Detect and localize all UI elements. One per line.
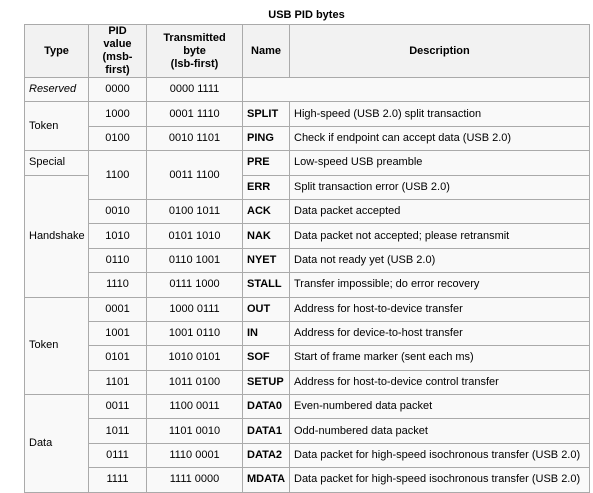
desc-cell: Address for host-to-device transfer: [290, 297, 590, 321]
desc-cell: Address for device-to-host transfer: [290, 321, 590, 345]
table-row: [25, 395, 590, 419]
empty-cell: [243, 78, 590, 102]
tx-cell: 1011 0100: [147, 370, 243, 394]
desc-cell: Odd-numbered data packet: [290, 419, 590, 443]
name-cell: NYET: [243, 248, 290, 272]
table-row: [25, 443, 590, 467]
pid-cell: 0100: [89, 126, 147, 150]
tx-cell: 1010 0101: [147, 346, 243, 370]
table-row: [25, 151, 590, 175]
name-cell: PRE: [243, 151, 290, 175]
desc-cell: Check if endpoint can accept data (USB 2.0): [290, 126, 590, 150]
name-cell: SPLIT: [243, 102, 290, 126]
pid-cell: 0011: [89, 395, 147, 419]
tx-cell: 1101 0010: [147, 419, 243, 443]
name-cell: PING: [243, 126, 290, 150]
table-row: [25, 346, 590, 370]
tx-cell: 0111 1000: [147, 273, 243, 297]
header-name: Name: [243, 25, 290, 78]
pid-cell: 1111: [89, 468, 147, 492]
desc-cell: Address for host-to-device control transfer: [290, 370, 590, 394]
desc-cell: Data packet for high-speed isochronous transfer (USB 2.0): [290, 468, 590, 492]
usb-pid-table-container: [24, 6, 589, 493]
tx-cell: 1000 0111: [147, 297, 243, 321]
type-cell-data: Data: [25, 395, 89, 493]
desc-cell: Transfer impossible; do error recovery: [290, 273, 590, 297]
tx-cell: 0010 1101: [147, 126, 243, 150]
type-cell-handshake: Handshake: [25, 175, 89, 297]
table-caption: USB PID bytes: [268, 9, 345, 21]
type-cell-reserved: Reserved: [25, 78, 89, 102]
pid-cell: 1011: [89, 419, 147, 443]
type-cell-special: Special: [25, 151, 89, 175]
name-cell: DATA0: [243, 395, 290, 419]
desc-cell: Data packet not accepted; please retransmit: [290, 224, 590, 248]
type-cell-token: Token: [25, 102, 89, 151]
header-description: Description: [290, 25, 590, 78]
pid-cell: 0111: [89, 443, 147, 467]
pid-cell: 0101: [89, 346, 147, 370]
desc-cell: Split transaction error (USB 2.0): [290, 175, 590, 199]
name-cell: STALL: [243, 273, 290, 297]
name-cell: SOF: [243, 346, 290, 370]
pid-cell: 1101: [89, 370, 147, 394]
tx-cell: 0101 1010: [147, 224, 243, 248]
table-row: [25, 321, 590, 345]
name-cell: ACK: [243, 199, 290, 223]
pid-cell: 0000: [89, 78, 147, 102]
desc-cell: Even-numbered data packet: [290, 395, 590, 419]
header-pid-line1: PID value: [103, 25, 132, 50]
header-pid-line2: (msb-first): [102, 51, 133, 76]
header-tx-line2: (lsb-first): [170, 57, 219, 70]
pid-cell: 1010: [89, 224, 147, 248]
header-transmitted-byte: [147, 25, 243, 78]
desc-cell: Low-speed USB preamble: [290, 151, 590, 175]
table-row: [25, 248, 590, 272]
pid-cell: 1001: [89, 321, 147, 345]
name-cell: DATA1: [243, 419, 290, 443]
desc-cell: Data packet accepted: [290, 199, 590, 223]
table-row: [25, 419, 590, 443]
name-cell: OUT: [243, 297, 290, 321]
tx-cell: 0001 1110: [147, 102, 243, 126]
pid-cell: 0001: [89, 297, 147, 321]
pid-cell: 0110: [89, 248, 147, 272]
usb-pid-table: [24, 24, 590, 493]
pid-cell: 1110: [89, 273, 147, 297]
pid-cell: 1100: [89, 151, 147, 200]
name-cell: SETUP: [243, 370, 290, 394]
tx-cell: 1111 0000: [147, 468, 243, 492]
table-row: [25, 224, 590, 248]
desc-cell: High-speed (USB 2.0) split transaction: [290, 102, 590, 126]
table-row: [25, 199, 590, 223]
header-pid-value: [89, 25, 147, 78]
name-cell: NAK: [243, 224, 290, 248]
header-tx-line1: Transmitted byte: [163, 31, 226, 57]
tx-cell: 0011 1100: [147, 151, 243, 200]
tx-cell: 1110 0001: [147, 443, 243, 467]
table-row: [25, 273, 590, 297]
pid-cell: 1000: [89, 102, 147, 126]
table-row: [25, 78, 590, 102]
name-cell: MDATA: [243, 468, 290, 492]
table-row: [25, 102, 590, 126]
header-row: [25, 25, 590, 78]
table-row: [25, 126, 590, 150]
table-row: [25, 370, 590, 394]
tx-cell: 1001 0110: [147, 321, 243, 345]
desc-cell: Start of frame marker (sent each ms): [290, 346, 590, 370]
tx-cell: 0100 1011: [147, 199, 243, 223]
type-cell-token: Token: [25, 297, 89, 395]
table-row: [25, 297, 590, 321]
header-type: Type: [25, 25, 89, 78]
tx-cell: 0000 1111: [147, 78, 243, 102]
tx-cell: 0110 1001: [147, 248, 243, 272]
name-cell: IN: [243, 321, 290, 345]
desc-cell: Data packet for high-speed isochronous transfer (USB 2.0): [290, 443, 590, 467]
name-cell: ERR: [243, 175, 290, 199]
pid-cell: 0010: [89, 199, 147, 223]
name-cell: DATA2: [243, 443, 290, 467]
table-row: [25, 468, 590, 492]
desc-cell: Data not ready yet (USB 2.0): [290, 248, 590, 272]
tx-cell: 1100 0011: [147, 395, 243, 419]
